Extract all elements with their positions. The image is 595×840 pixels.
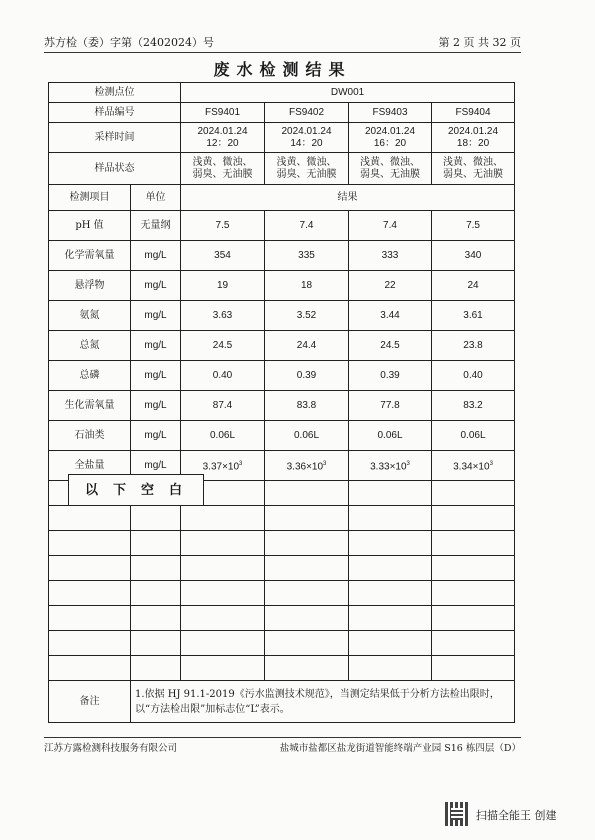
table-row — [49, 331, 515, 361]
table-row — [49, 391, 515, 421]
result-value: 24.5 — [349, 331, 432, 361]
result-value: 3.44 — [349, 301, 432, 331]
state-line: 浅黄、微浊、 — [276, 156, 337, 168]
blank-row — [49, 656, 515, 681]
result-value: 354 — [181, 241, 265, 271]
company-address: 盐城市盐都区盐龙街道智能终端产业园 S16 栋四层（D） — [279, 743, 521, 754]
result-value: 335 — [265, 241, 349, 271]
sample-clock: 18：20 — [456, 137, 490, 149]
result-value: 83.2 — [432, 391, 515, 421]
time-label: 采样时间 — [49, 123, 181, 153]
state-line: 浅黄、微浊、 — [443, 156, 504, 168]
header-divider — [44, 52, 521, 53]
item-name: 氨氮 — [49, 301, 131, 331]
result-value: 340 — [432, 241, 515, 271]
state-line: 弱臭、无油膜 — [443, 168, 504, 180]
item-name: 全盐量 — [49, 451, 131, 481]
note-text: 1.依据 HJ 91.1-2019《污水监测技术规范》，当测定结果低于分析方法检出限时，以“方法检出限”加标志位“L”表示。 — [131, 681, 515, 723]
result-value: 0.06L — [432, 421, 515, 451]
sample-date: 2024.01.24 — [281, 125, 332, 137]
blank-row — [49, 606, 515, 631]
table-row — [49, 211, 515, 241]
blank-stamp: 以下空白 — [68, 474, 204, 506]
item-header: 检测项目 — [49, 185, 131, 211]
blank-row — [49, 581, 515, 606]
result-value: 3.52 — [265, 301, 349, 331]
sample-state — [181, 153, 265, 185]
point-value: DW001 — [181, 83, 515, 103]
item-unit: mg/L — [131, 421, 181, 451]
result-header: 结果 — [181, 185, 515, 211]
report-number: 苏方检（委）字第（2402024）号 — [44, 36, 214, 49]
result-value: $3.34\times 10^3$ — [432, 451, 515, 481]
sample-state — [265, 153, 349, 185]
state-label: 样品状态 — [49, 153, 181, 185]
item-name: pH 值 — [49, 211, 131, 241]
sample-time — [181, 123, 265, 153]
sample-time — [432, 123, 515, 153]
sample-state — [349, 153, 432, 185]
item-unit: mg/L — [131, 241, 181, 271]
blank-row — [49, 631, 515, 656]
item-name: 总磷 — [49, 361, 131, 391]
result-value: $3.37\times 10^3$ — [181, 451, 265, 481]
sample-date: 2024.01.24 — [197, 125, 248, 137]
state-line: 弱臭、无油膜 — [192, 168, 253, 180]
blank-row — [49, 506, 515, 531]
result-value: 0.06L — [265, 421, 349, 451]
sample-time — [265, 123, 349, 153]
result-value: 7.5 — [181, 211, 265, 241]
sample-id-label: 样品编号 — [49, 103, 181, 123]
result-value: 24.4 — [265, 331, 349, 361]
sample-state — [432, 153, 515, 185]
sample-date: 2024.01.24 — [447, 125, 499, 137]
result-value: 7.4 — [349, 211, 432, 241]
result-value: 0.06L — [349, 421, 432, 451]
result-value: 24 — [432, 271, 515, 301]
item-unit: mg/L — [131, 451, 181, 481]
result-value: 0.40 — [181, 361, 265, 391]
qr-code-icon — [445, 802, 469, 826]
result-value: 7.4 — [265, 211, 349, 241]
result-value: 3.63 — [181, 301, 265, 331]
result-value: 0.40 — [432, 361, 515, 391]
table-row — [49, 271, 515, 301]
table-row — [49, 301, 515, 331]
result-value: 333 — [349, 241, 432, 271]
result-value: 77.8 — [349, 391, 432, 421]
item-unit: 无量纲 — [131, 211, 181, 241]
page-title: 废水检测结果 — [213, 60, 352, 79]
scanner-text: 扫描全能王 创建 — [476, 809, 557, 822]
result-value: 0.06L — [181, 421, 265, 451]
item-name: 悬浮物 — [49, 271, 131, 301]
result-value: $3.33\times 10^3$ — [349, 451, 432, 481]
result-value: 24.5 — [181, 331, 265, 361]
result-value: 7.5 — [432, 211, 515, 241]
result-value: 18 — [265, 271, 349, 301]
result-value: 83.8 — [265, 391, 349, 421]
result-value: 23.8 — [432, 331, 515, 361]
point-label: 检测点位 — [49, 83, 181, 103]
item-name: 化学需氧量 — [49, 241, 131, 271]
report-footer — [44, 740, 521, 754]
state-line: 弱臭、无油膜 — [360, 168, 420, 180]
item-unit: mg/L — [131, 301, 181, 331]
item-name: 石油类 — [49, 421, 131, 451]
table-row — [49, 241, 515, 271]
report-header — [44, 34, 521, 50]
footer-divider — [44, 737, 521, 738]
item-name: 总氮 — [49, 331, 131, 361]
sample-clock: 14：20 — [290, 137, 323, 149]
sample-clock: 16：20 — [373, 137, 407, 149]
results-table — [48, 82, 515, 723]
result-value: 3.61 — [432, 301, 515, 331]
table-row — [49, 421, 515, 451]
sample-id: FS9404 — [432, 103, 515, 123]
sample-id: FS9403 — [349, 103, 432, 123]
table-row — [49, 361, 515, 391]
state-line: 弱臭、无油膜 — [276, 168, 337, 180]
result-value: 87.4 — [181, 391, 265, 421]
item-unit: mg/L — [131, 391, 181, 421]
result-value: 0.39 — [265, 361, 349, 391]
state-line: 浅黄、微浊、 — [192, 156, 253, 168]
sample-clock: 12：20 — [206, 137, 239, 149]
item-unit: mg/L — [131, 331, 181, 361]
result-value: 22 — [349, 271, 432, 301]
sample-id: FS9401 — [181, 103, 265, 123]
company-name: 江苏方露检测科技服务有限公司 — [44, 743, 178, 754]
result-value: $3.36\times 10^3$ — [265, 451, 349, 481]
result-value: 19 — [181, 271, 265, 301]
blank-row — [49, 556, 515, 581]
sample-id: FS9402 — [265, 103, 349, 123]
item-unit: mg/L — [131, 361, 181, 391]
note-label: 备注 — [49, 681, 131, 723]
item-unit: mg/L — [131, 271, 181, 301]
unit-header: 单位 — [131, 185, 181, 211]
blank-row — [49, 531, 515, 556]
result-value: 0.39 — [349, 361, 432, 391]
page-info: 第 2 页 共 32 页 — [438, 36, 521, 49]
state-line: 浅黄、微浊、 — [360, 156, 420, 168]
item-name: 生化需氧量 — [49, 391, 131, 421]
sample-date: 2024.01.24 — [364, 125, 416, 137]
sample-time — [349, 123, 432, 153]
